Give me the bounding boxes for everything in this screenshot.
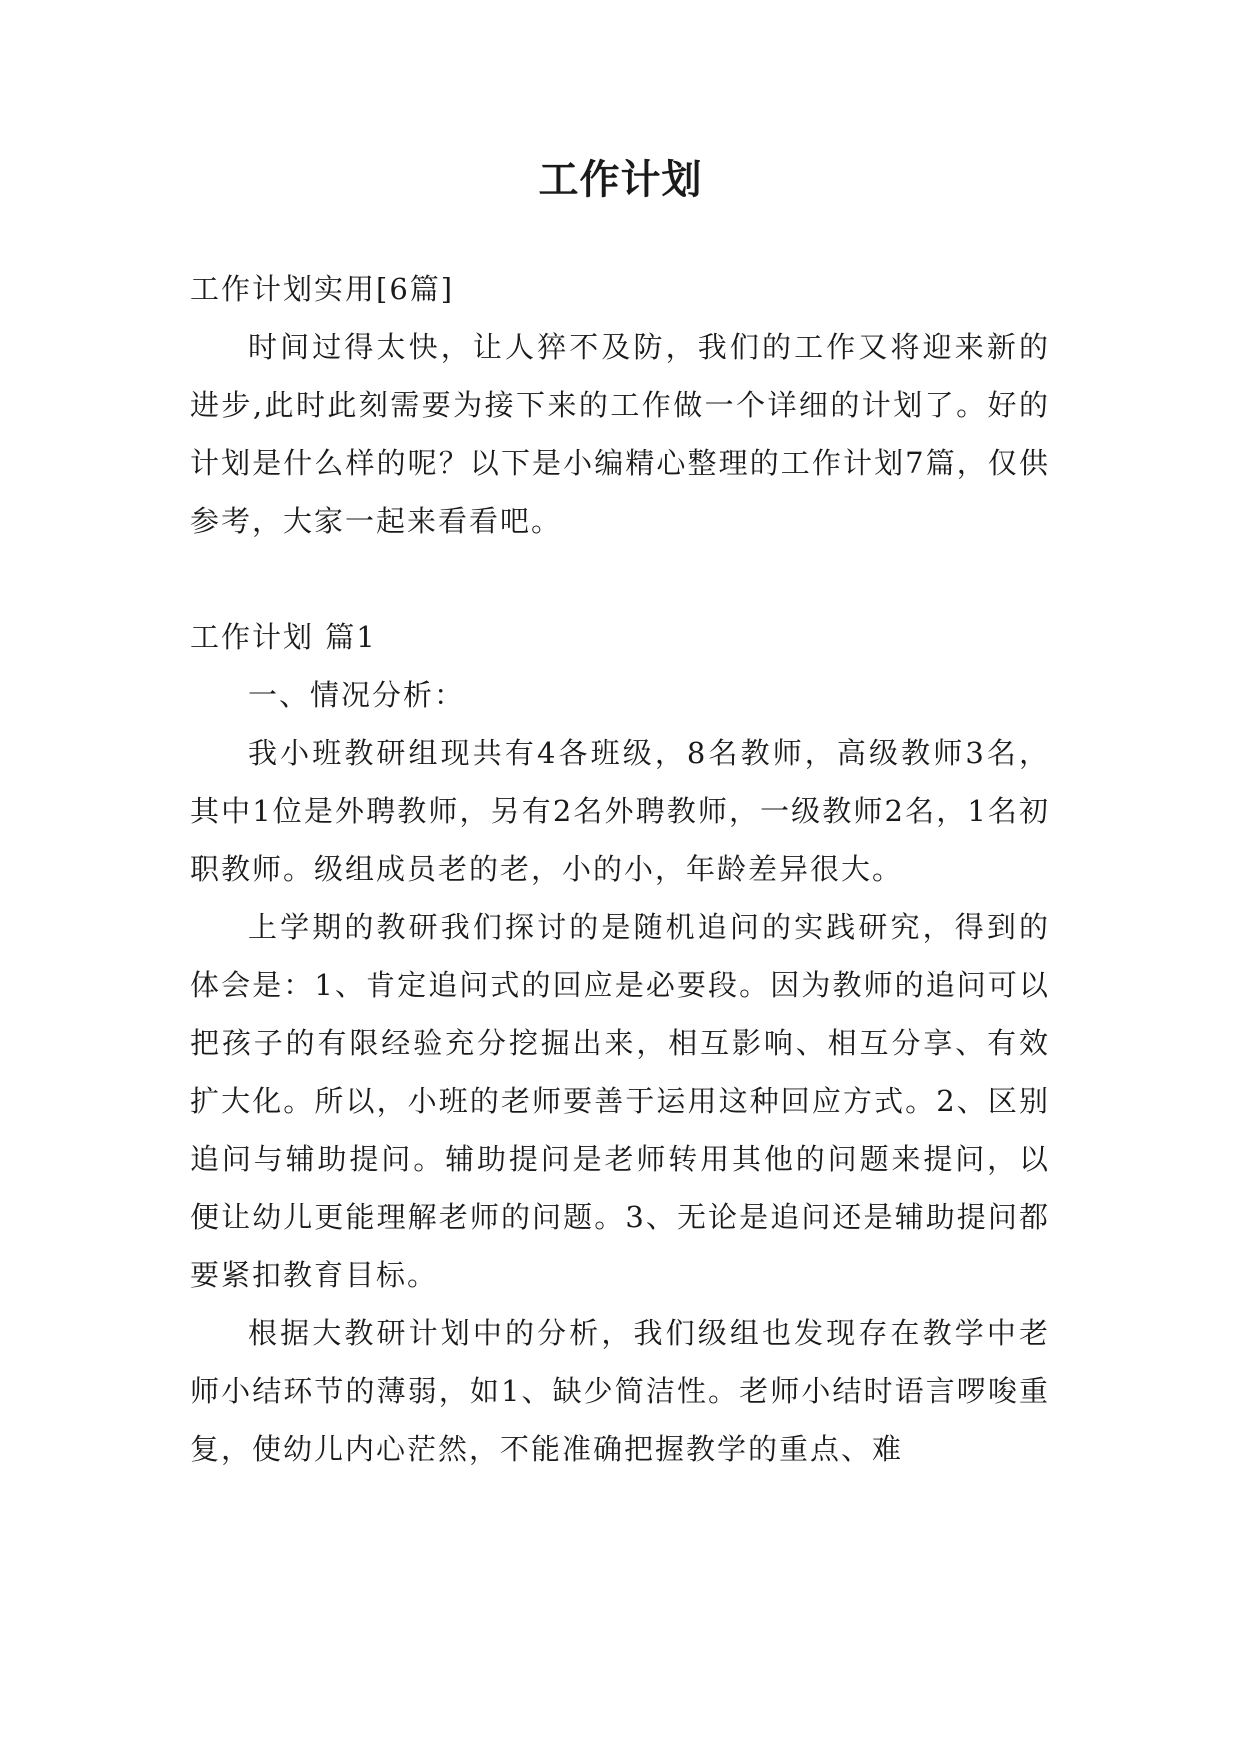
section-subheading: 一、情况分析： — [248, 678, 466, 712]
document-body — [190, 260, 1050, 1478]
document-title: 工作计划 — [538, 156, 703, 203]
section-heading: 工作计划 篇1 — [190, 620, 377, 654]
intro-paragraph: 时间过得太快，让人猝不及防，我们的工作又将迎来新的进步,此时此刻需要为接下来的工作做一个详细的计划了。好的计划是什么样的呢？以下是小编精心整理的工作计划7篇，仅供参考，大家一起来看看吧。 — [190, 330, 1050, 538]
body-paragraph: 我小班教研组现共有4各班级，8名教师，高级教师3名，其中1位是外聘教师，另有2名外聘教师，一级教师2名，1名初职教师。级组成员老的老，小的小，年龄差异很大。 — [190, 736, 1050, 886]
body-paragraph: 上学期的教研我们探讨的是随机追问的实践研究，得到的体会是：1、肯定追问式的回应是必要段。因为教师的追问可以把孩子的有限经验充分挖掘出来，相互影响、相互分享、有效扩大化。所以，小班的老师要善于运用这种回应方式。2、区别追问与辅助提问。辅助提问是老师转用其他的问题来提问，以便让幼儿更能理解老师的问题。3、无论是追问还是辅助提问都要紧扣教育目标。 — [190, 910, 1050, 1292]
document-subtitle: 工作计划实用[6篇] — [190, 272, 455, 306]
body-paragraph: 根据大教研计划中的分析，我们级组也发现存在教学中老师小结环节的薄弱，如1、缺少简洁性。老师小结时语言啰唆重复，使幼儿内心茫然，不能准确把握教学的重点、难 — [190, 1316, 1050, 1466]
section-spacer — [190, 550, 1050, 608]
